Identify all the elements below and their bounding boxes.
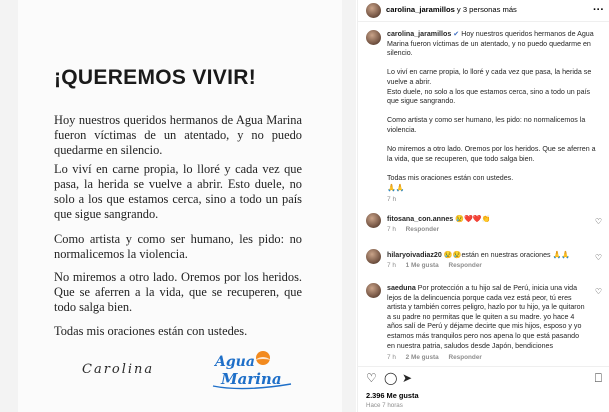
comment-likes[interactable]: 1 Me gusta: [405, 262, 439, 269]
statement-paragraph-3: Como artista y como ser humano, les pido: no normalicemos la violencia.: [54, 232, 302, 261]
post-caption: [387, 30, 603, 193]
verified-badge-icon: ✔: [453, 30, 460, 38]
commenter-avatar[interactable]: [366, 249, 381, 264]
comment-username[interactable]: saeduna: [387, 284, 416, 292]
caption-block-2: Esto duele, no solo a los que estamos cerca, sino a todo un país que sigue sangrando.: [387, 87, 591, 106]
comment-username[interactable]: hilaryoivadiaz20: [387, 251, 442, 259]
caption-intro: Hoy nuestros queridos hermanos de Agua Marina fueron víctimas de un atentado, y no puedo quedarme en silencio.: [387, 30, 594, 58]
statement-paragraph-1: Hoy nuestros queridos hermanos de Agua Marina fueron víctimas de un atentado, y no puedo quedarme en silencio.: [54, 113, 302, 157]
post-footer: [358, 366, 609, 412]
caption-block-1: Lo viví en carne propia, lo lloré y cada vez que pasa, la herida se vuelve a abrir.: [387, 68, 592, 86]
post-time: Hace 7 horas: [366, 402, 403, 409]
like-heart-icon[interactable]: ♡: [366, 371, 377, 385]
collaborators-text[interactable]: y 3 personas más: [454, 5, 517, 14]
save-bookmark-icon[interactable]: ⎕: [594, 371, 602, 385]
comment-text: 😢😢están en nuestras oraciones 🙏🙏: [443, 251, 571, 259]
caption-avatar[interactable]: [366, 30, 381, 45]
author-avatar[interactable]: [366, 3, 381, 18]
like-comment-heart-icon[interactable]: ♡: [594, 217, 602, 226]
caption-username[interactable]: carolina_jaramillos: [387, 30, 452, 38]
statement-paragraph-2: Lo viví en carne propia, lo lloré y cada vez que pasa, la herida se vuelve a abrir. Esto duele, no solo a los que estamos cerca, sino a todo un país que sigue sangrando.: [54, 162, 302, 221]
comment-text: Por protección a tu hijo sal de Perú, inicia una vida lejos de la delincuencia porque cada vez está peor, tú eres artista y también corres peligro, hazlo por tu hijo, ya le quitaron a su padre no permitas que le quiten a su madre. yo hace 4 años salí de Perú y déjame decirte que mis hijos, esposo y yo estamos más tranquilos pero nos apena lo que está pasando en nuestra patria, saludos desde Japón, bendiciones: [387, 284, 585, 350]
like-comment-heart-icon[interactable]: ♡: [594, 287, 602, 296]
post-author[interactable]: [386, 5, 517, 14]
svg-text:Agua: Agua: [215, 354, 255, 370]
reply-button[interactable]: Responder: [448, 262, 482, 269]
author-username[interactable]: carolina_jaramillos: [386, 5, 455, 14]
comment-time: 7 h: [387, 354, 396, 361]
agua-marina-logo: [205, 346, 305, 390]
comment-username[interactable]: fitosana_con.annes: [387, 215, 454, 223]
reply-button[interactable]: Responder: [405, 226, 440, 233]
comment-likes[interactable]: 2 Me gusta: [405, 354, 439, 361]
caption-block-5: Todas mis oraciones están con ustedes.: [387, 173, 514, 182]
commenter-avatar[interactable]: [366, 283, 381, 298]
comment-time: 7 h: [387, 262, 396, 269]
comment-time: 7 h: [387, 226, 396, 233]
commenter-avatar[interactable]: [366, 213, 381, 228]
caption-emoji: 🙏🙏: [387, 183, 405, 192]
like-comment-heart-icon[interactable]: ♡: [594, 253, 602, 262]
post-header: [358, 0, 609, 22]
caption-time: 7 h: [387, 196, 397, 203]
comment-text: 😢❤️❤️👏: [455, 215, 491, 223]
comments-panel: [357, 0, 609, 412]
likes-count[interactable]: 2.396 Me gusta: [366, 391, 419, 400]
statement-paragraph-4: No miremos a otro lado. Oremos por los heridos. Que se aferren a la vida, que se recuperen, que todo salga bien.: [54, 270, 302, 314]
reply-button[interactable]: Responder: [448, 354, 482, 361]
caption-block-3: Como artista y como ser humano, les pido: no normalicemos la violencia.: [387, 116, 586, 134]
svg-text:Marina: Marina: [221, 370, 282, 388]
statement-headline: ¡QUEREMOS VIVIR!: [54, 66, 256, 89]
caption-block-4: No miremos a otro lado. Oremos por los heridos. Que se aferren a la vida, que se recuperen, que todo salga bien.: [387, 145, 596, 163]
share-icon[interactable]: ➤: [402, 371, 413, 385]
more-options-icon[interactable]: ···: [593, 4, 604, 16]
statement-paragraph-5: Todas mis oraciones están con ustedes.: [54, 324, 248, 338]
signature: Carolina: [82, 362, 155, 377]
action-bar: [366, 372, 602, 386]
comment-icon[interactable]: ◯: [384, 371, 398, 385]
